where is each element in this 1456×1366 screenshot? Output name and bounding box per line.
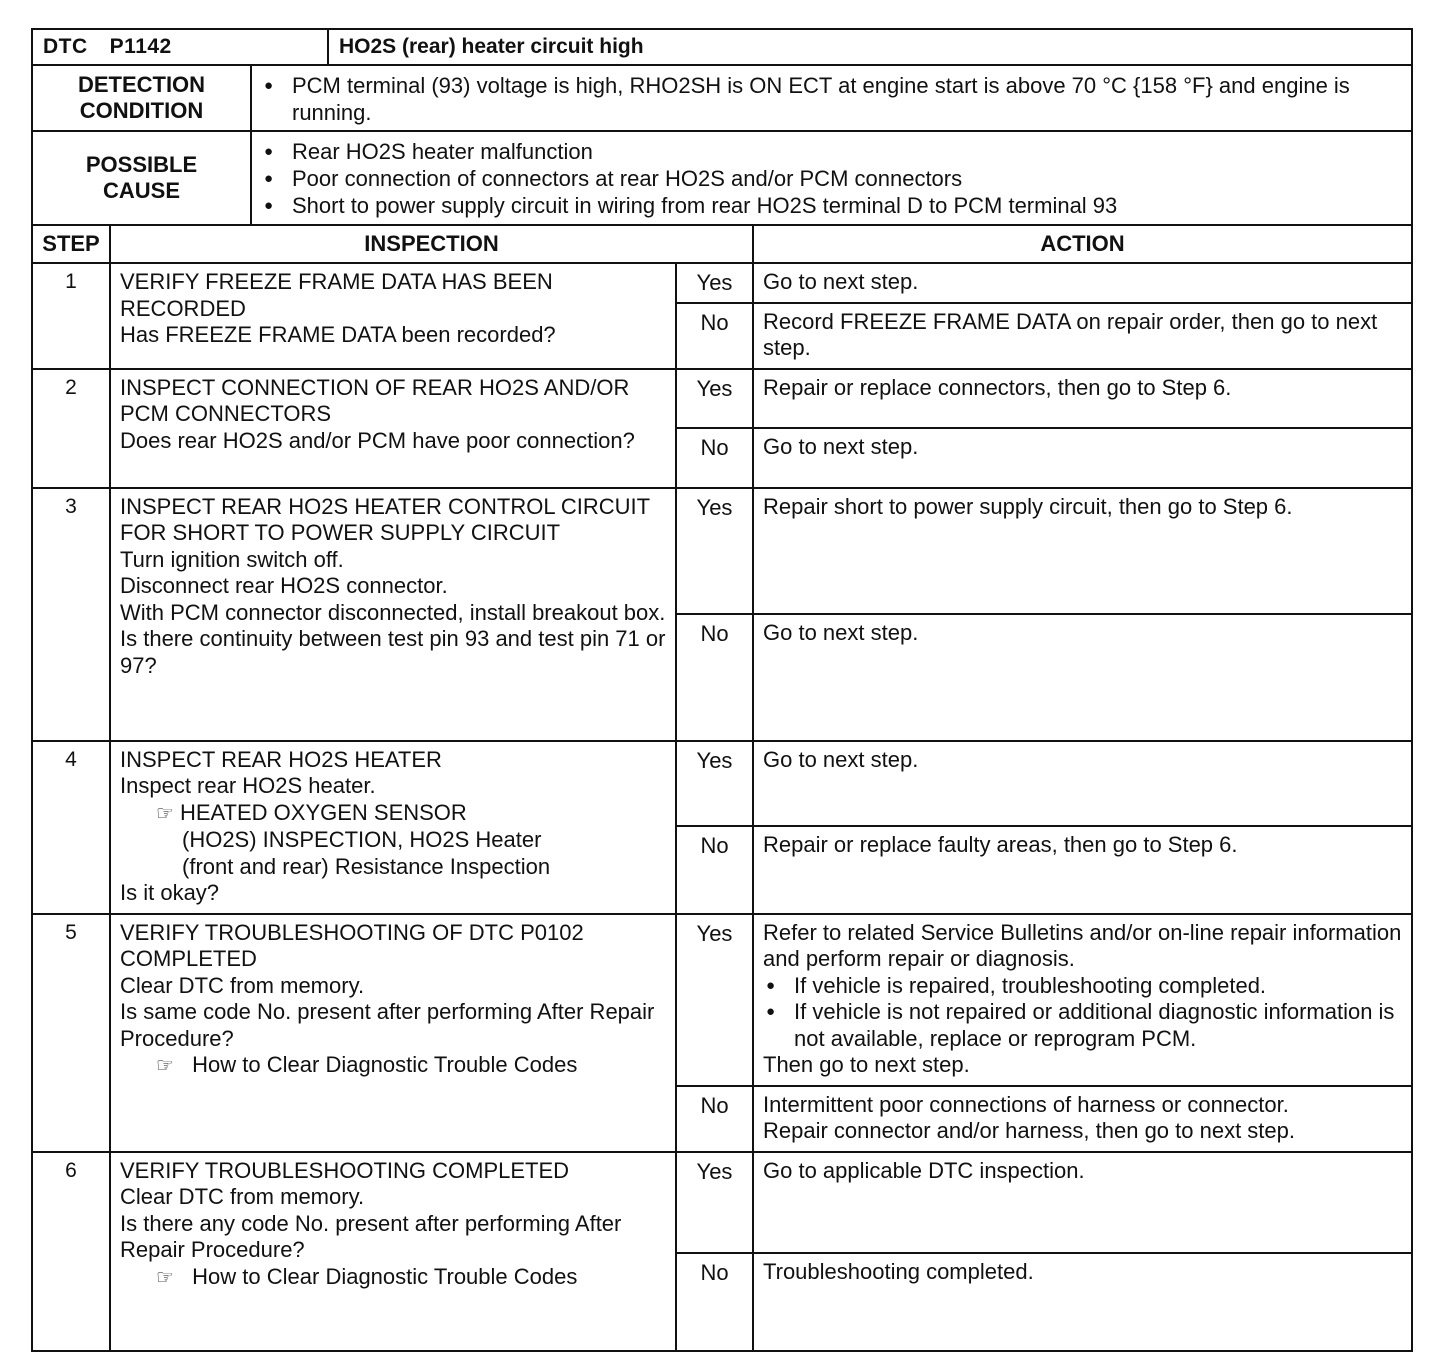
inspection-heading: INSPECT REAR HO2S HEATER CONTROL CIRCUIT FOR SHORT TO POWER SUPPLY CIRCUIT — [120, 493, 650, 545]
reference-hand-icon: ☞ — [156, 1055, 174, 1077]
no-action — [753, 826, 1412, 913]
table-row — [32, 488, 1412, 614]
yes-action — [753, 741, 1412, 827]
yes-action — [753, 914, 1412, 1086]
reference-link — [120, 800, 667, 828]
dtc-code-cell — [32, 29, 328, 65]
action-text: Refer to related Service Bulletins and/or on-line repair information and perform repair or diagnosis. — [763, 919, 1402, 971]
inspection-text: Is same code No. present after performing After Repair Procedure? — [120, 999, 655, 1051]
dtc-label: DTC — [43, 35, 88, 58]
step-inspection — [110, 741, 676, 914]
action-bullet: ● If vehicle is not repaired or additional diagnostic information is not available, replace or reprogram PCM. — [763, 999, 1403, 1052]
inspection-text: Disconnect rear HO2S connector. — [120, 573, 448, 598]
no-action — [753, 1086, 1412, 1152]
action-text: Go to next step. — [763, 619, 919, 645]
cause-item: ● Short to power supply circuit in wiring from rear HO2S terminal D to PCM terminal 93 — [260, 192, 1401, 219]
yes-action — [753, 263, 1412, 303]
action-text: Repair or replace connectors, then go to Step 6. — [763, 374, 1232, 400]
detection-label-line2: CONDITION — [79, 98, 204, 123]
yes-label: Yes — [676, 1152, 753, 1253]
yes-action — [753, 369, 1412, 428]
action-text: Go to next step. — [763, 269, 919, 294]
step-inspection — [110, 1152, 676, 1351]
action-text: Troubleshooting completed. — [763, 1258, 1034, 1284]
reference-link — [120, 1052, 667, 1080]
reference-text: How to Clear Diagnostic Trouble Codes — [192, 1052, 578, 1077]
step-inspection — [110, 263, 676, 369]
no-label: No — [676, 1086, 753, 1152]
action-text: Repair connector and/or harness, then go to next step. — [763, 1118, 1295, 1143]
no-label: No — [676, 1253, 753, 1351]
step-number: 6 — [32, 1152, 110, 1351]
reference-link — [120, 1264, 667, 1292]
cause-item: ● Rear HO2S heater malfunction — [260, 138, 1401, 165]
yes-label: Yes — [676, 488, 753, 614]
condition-table — [31, 64, 1413, 226]
inspection-text: Is there any code No. present after performing After Repair Procedure? — [120, 1210, 622, 1262]
detection-condition-list — [251, 65, 1412, 131]
no-action — [753, 1253, 1412, 1351]
action-text: Intermittent poor connections of harness or connector. — [763, 1091, 1289, 1117]
action-text: Then go to next step. — [763, 1052, 970, 1077]
steps-table — [31, 224, 1413, 1352]
yes-label: Yes — [676, 369, 753, 428]
no-action — [753, 303, 1412, 369]
inspection-text: Inspect rear HO2S heater. — [120, 773, 376, 798]
dtc-title: HO2S (rear) heater circuit high — [328, 29, 1412, 65]
inspection-heading: VERIFY FREEZE FRAME DATA HAS BEEN RECORDED — [120, 269, 553, 321]
action-text: Go to next step. — [763, 746, 919, 772]
inspection-text: Clear DTC from memory. — [120, 972, 365, 998]
detection-label-line1: DETECTION — [77, 72, 206, 97]
reference-text: How to Clear Diagnostic Trouble Codes — [192, 1263, 578, 1289]
no-label: No — [676, 428, 753, 488]
action-text: Repair or replace faulty areas, then go to Step 6. — [763, 832, 1238, 858]
action-column-header: ACTION — [753, 225, 1412, 263]
action-bullet: ● If vehicle is repaired, troubleshooting completed. — [763, 973, 1403, 1000]
reference-text: HEATED OXYGEN SENSOR — [179, 799, 467, 825]
inspection-text: With PCM connector disconnected, install breakout box. — [120, 599, 666, 625]
inspection-text: Is there continuity between test pin 93 and test pin 71 or 97? — [120, 626, 666, 678]
possible-cause-label — [32, 131, 251, 225]
possible-cause-list — [251, 131, 1412, 225]
inspection-heading: INSPECT CONNECTION OF REAR HO2S AND/OR PCM CONNECTORS — [120, 374, 630, 426]
inspection-text: Has FREEZE FRAME DATA been recorded? — [120, 322, 556, 347]
no-label: No — [676, 826, 753, 913]
action-text: Go to next step. — [763, 433, 919, 459]
reference-hand-icon: ☞ — [156, 802, 174, 825]
inspection-heading: INSPECT REAR HO2S HEATER — [120, 746, 442, 772]
inspection-heading: VERIFY TROUBLESHOOTING OF DTC P0102 COMPLETED — [120, 919, 584, 971]
step-column-header: STEP — [32, 225, 110, 263]
yes-action — [753, 488, 1412, 614]
step-number: 1 — [32, 263, 110, 369]
yes-label: Yes — [676, 741, 753, 827]
reference-hand-icon: ☞ — [156, 1266, 174, 1289]
dtc-troubleshooting-sheet — [31, 28, 1413, 1352]
inspection-heading: VERIFY TROUBLESHOOTING COMPLETED — [120, 1157, 570, 1183]
step-inspection — [110, 369, 676, 488]
dtc-header-table — [31, 28, 1413, 66]
step-number: 4 — [32, 741, 110, 914]
table-row — [32, 369, 1412, 428]
inspection-text: Is it okay? — [120, 880, 220, 905]
cause-label-line2: CAUSE — [102, 178, 180, 203]
cause-item: ● Poor connection of connectors at rear HO2S and/or PCM connectors — [260, 165, 1401, 192]
step-inspection — [110, 488, 676, 741]
inspection-column-header: INSPECTION — [110, 225, 753, 263]
dtc-code: P1142 — [109, 35, 172, 58]
action-text: Go to applicable DTC inspection. — [763, 1157, 1085, 1183]
reference-text: (front and rear) Resistance Inspection — [182, 853, 551, 879]
yes-action — [753, 1152, 1412, 1253]
step-inspection — [110, 914, 676, 1152]
no-label: No — [676, 303, 753, 369]
inspection-text: Clear DTC from memory. — [120, 1184, 365, 1209]
table-row — [32, 914, 1412, 1086]
yes-label: Yes — [676, 914, 753, 1086]
step-number: 5 — [32, 914, 110, 1152]
step-number: 2 — [32, 369, 110, 488]
action-text: Record FREEZE FRAME DATA on repair order, then go to next step. — [763, 308, 1378, 360]
no-label: No — [676, 614, 753, 741]
yes-label: Yes — [676, 263, 753, 303]
inspection-text: Does rear HO2S and/or PCM have poor connection? — [120, 427, 635, 453]
cause-label-line1: POSSIBLE — [85, 152, 198, 177]
detection-item: ● PCM terminal (93) voltage is high, RHO2SH is ON ECT at engine start is above 70 °C {158 °F} and engine is running. — [260, 72, 1401, 126]
reference-text: (HO2S) INSPECTION, HO2S Heater — [182, 827, 542, 852]
table-row — [32, 263, 1412, 303]
detection-condition-label — [32, 65, 251, 131]
inspection-text: Turn ignition switch off. — [120, 546, 344, 572]
table-row — [32, 741, 1412, 827]
action-text: Repair short to power supply circuit, then go to Step 6. — [763, 493, 1293, 519]
no-action — [753, 614, 1412, 741]
no-action — [753, 428, 1412, 488]
table-row — [32, 1152, 1412, 1253]
step-number: 3 — [32, 488, 110, 741]
